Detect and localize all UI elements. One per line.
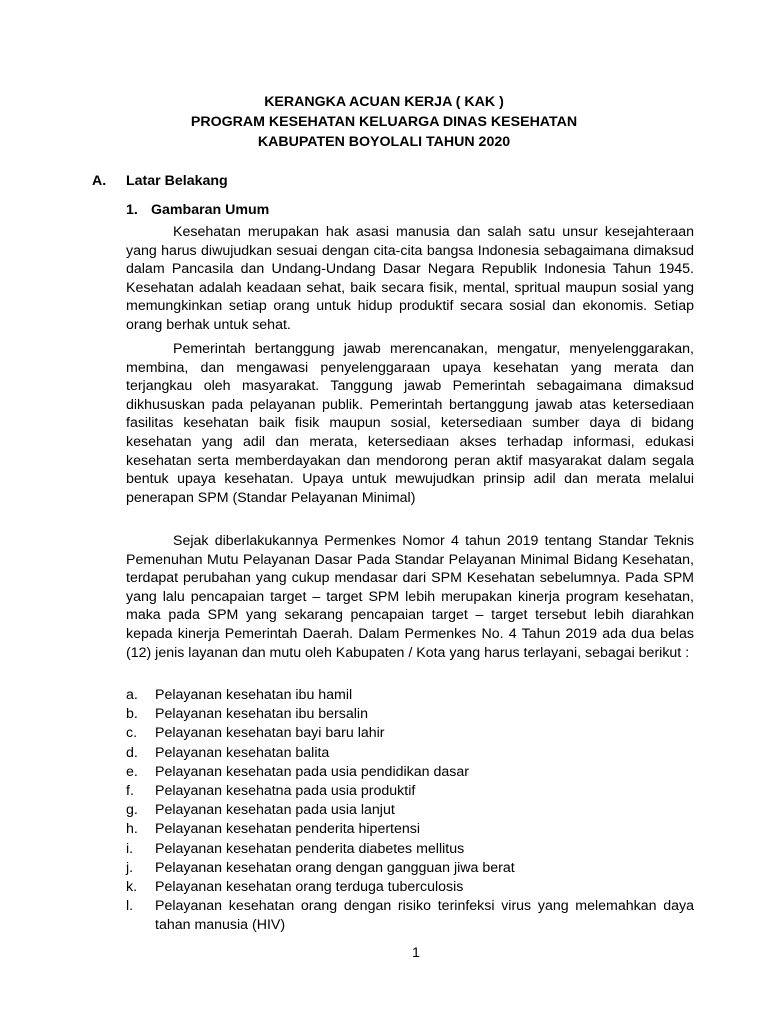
list-item	[126, 724, 694, 743]
subsection-heading: Gambaran Umum	[151, 202, 270, 218]
paragraph: Kesehatan merupakan hak asasi manusia dan salah satu unsur kesejahteraan yang harus diwujudkan sesuai dengan cita-cita bangsa Indonesia sebagaimana dimaksud dalam Pancasila dan Undang-Undang Dasar Negara Republik Indonesia Tahun 1945. Kesehatan adalah keadaan sehat, baik secara fisik, mental, spritual maupun sosial yang memungkinkan setiap orang untuk hidup produktif secara sosial dan ekonomis. Setiap orang berhak untuk sehat.	[126, 224, 694, 333]
list-item-label: g.	[126, 802, 138, 819]
list-item-label: a.	[126, 687, 138, 703]
paragraph-3-block	[126, 532, 694, 662]
section-letter: A.	[92, 173, 107, 189]
list-item-label: e.	[126, 763, 138, 780]
list-item-text: Pelayanan kesehatan ibu hamil	[155, 687, 353, 703]
list-item-text: Pelayanan kesehatan penderita diabetes mellitus	[155, 840, 465, 857]
list-item-text: Pelayanan kesehatan bayi baru lahir	[155, 725, 385, 742]
list-item-text: Pelayanan kesehatna pada usia produktif	[155, 783, 416, 800]
list-item	[126, 801, 694, 820]
list-item-label: k.	[126, 879, 138, 896]
list-item	[126, 820, 694, 839]
list-item	[126, 744, 694, 763]
paragraph: Pemerintah bertanggung jawab merencanakan, mengatur, menyelenggarakan, membina, dan mengawasi penyelenggaraan upaya kesehatan yang merata dan terjangkau oleh masyarakat. Tanggung jawab Pemerintah sebagaimana dimaksud dikhususkan pada pelayanan publik. Pemerintah bertanggung jawab atas ketersediaan fasilitas kesehatan baik fisik maupun sosial, ketersediaan sumber daya di bidang kesehatan yang adil dan merata, ketersediaan akses terhadap informasi, edukasi kesehatan serta memberdayakan dan mendorong peran aktif masyarakat dalam segala bentuk upaya kesehatan. Upaya untuk mewujudkan prinsip adil dan merata melalui penerapan SPM (Standar Pelayanan Minimal)	[126, 341, 694, 506]
document-title-line-3: KABUPATEN BOYOLALI TAHUN 2020	[257, 134, 511, 150]
list-item-text: Pelayanan kesehatan orang dengan risiko terinfeksi virus yang melemahkan daya tahan manusia (HIV)	[155, 898, 694, 934]
list-item-text: Pelayanan kesehatan pada usia lanjut	[155, 802, 395, 819]
list-item	[126, 878, 694, 897]
list-item-text: Pelayanan kesehatan pada usia pendidikan dasar	[155, 763, 469, 780]
list-item-text: Pelayanan kesehatan ibu bersalin	[155, 706, 368, 723]
paragraph-2-block	[126, 340, 694, 507]
list-item-text: Pelayanan kesehatan balita	[155, 744, 330, 761]
section-heading: Latar Belakang	[126, 173, 228, 189]
list-item	[126, 782, 694, 801]
document-title-line-1: KERANGKA ACUAN KERJA ( KAK )	[264, 94, 504, 110]
list-item-label: b.	[126, 706, 138, 723]
list-item-label: i.	[126, 840, 134, 857]
list-item	[126, 763, 694, 782]
service-list	[126, 686, 694, 936]
list-item	[126, 686, 694, 705]
paragraph: Sejak diberlakukannya Permenkes Nomor 4 tahun 2019 tentang Standar Teknis Pemenuhan Mutu Pelayanan Dasar Pada Standar Pelayanan Minimal Bidang Kesehatan, terdapat perubahan yang cukup mendasar dari SPM Kesehatan sebelumnya. Pada SPM yang lalu pencapaian target – target SPM lebih merupakan kinerja program kesehatan, maka pada SPM yang sekarang pencapaian target – target tersebut lebih diarahkan kepada kinerja Pemerintah Daerah. Dalam Permenkes No. 4 Tahun 2019 ada dua belas (12) jenis layanan dan mutu oleh Kabupaten / Kota yang harus terlayani, sebagai berikut :	[126, 533, 694, 661]
paragraph-1-block	[126, 223, 694, 335]
list-item-text: Pelayanan kesehatan penderita hipertensi	[155, 821, 421, 838]
subsection-number: 1.	[126, 202, 138, 218]
list-item-label: d.	[126, 744, 138, 761]
document-title-line-2: PROGRAM KESEHATAN KELUARGA DINAS KESEHATAN	[190, 114, 578, 130]
list-item-label: f.	[126, 783, 134, 800]
list-item-label: h.	[126, 821, 138, 838]
list-item-label: j.	[126, 859, 134, 876]
list-item-label: l.	[126, 898, 134, 915]
list-item	[126, 840, 694, 859]
list-item-text: Pelayanan kesehatan orang dengan gangguan jiwa berat	[155, 859, 515, 876]
list-item	[126, 859, 694, 878]
list-item-label: c.	[126, 725, 138, 742]
list-item	[126, 897, 694, 935]
page-number: 1	[412, 945, 420, 961]
list-item	[126, 705, 694, 724]
list-item-text: Pelayanan kesehatan orang terduga tuberculosis	[155, 879, 464, 896]
